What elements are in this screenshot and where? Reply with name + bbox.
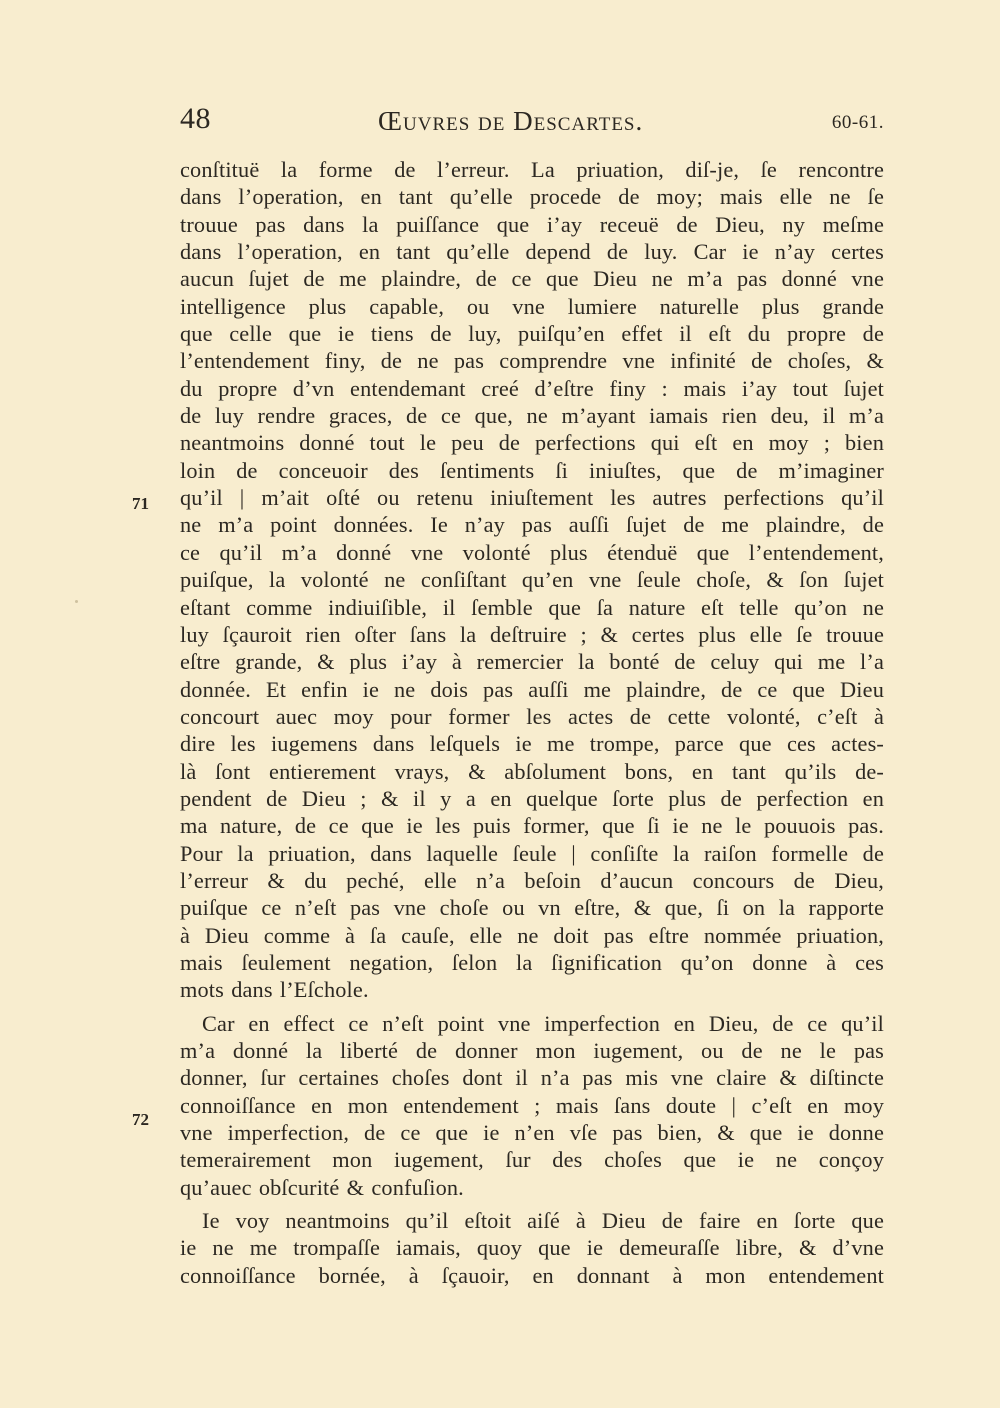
page-header — [180, 102, 884, 142]
text-line: dire les iugemens dans leſquels ie me trompe, parce que ces actes- — [180, 731, 884, 757]
text-line: intelligence plus capable, ou vne lumiere naturelle plus grande — [180, 293, 884, 319]
text-line: donnée. Et enfin ie ne dois pas auſſi me plaindre, de ce que Dieu — [180, 676, 884, 702]
text-line: donner, ſur certaines choſes dont il n’a pas mis vne claire & diſtincte — [180, 1065, 884, 1091]
text-line: mais ſeulement negation, ſelon la ſignification qu’on donne à ces — [180, 949, 884, 975]
text-line: là ſont entierement vrays, & abſolument bons, en tant qu’ils de- — [180, 758, 884, 784]
text-line: ne m’a point données. Ie n’ay pas auſſi ſujet de me plaindre, de — [180, 512, 884, 538]
paragraph — [180, 1010, 884, 1201]
text-line: concourt auec moy pour former les actes de cette volonté, c’eſt à — [180, 703, 884, 729]
paragraph — [180, 156, 884, 1004]
text-line: trouue pas dans la puiſſance que i’ay receuë de Dieu, ny meſme — [180, 211, 884, 237]
text-line: eſtre grande, & plus i’ay à remercier la bonté de celuy qui me l’a — [180, 649, 884, 675]
page-number: 48 — [180, 102, 211, 135]
text-line: aucun ſujet de me plaindre, de ce que Dieu ne m’a pas donné vne — [180, 266, 884, 292]
text-line: connoiſſance en mon entendement ; mais ſans doute | c’eſt en moy — [180, 1092, 884, 1118]
text-line: temerairement mon iugement, ſur des choſes que ie ne conçoy — [180, 1147, 884, 1173]
text-line: ce qu’il m’a donné vne volonté plus étenduë que l’entendement, — [180, 539, 884, 565]
paragraph — [180, 1207, 884, 1289]
text-line: puiſque ce n’eſt pas vne choſe ou vn eſtre, & que, ſi on la rapporte — [180, 895, 884, 921]
page-reference: 60-61. — [831, 112, 884, 133]
text-line: connoiſſance bornée, à ſçauoir, en donnant à mon entendement — [180, 1262, 884, 1288]
text-line: ie ne me trompaſſe iamais, quoy que ie demeuraſſe libre, & d’vne — [180, 1235, 884, 1261]
text-line: mots dans l’Eſchole. — [180, 977, 369, 1003]
text-line: de luy rendre graces, de ce que, ne m’ayant iamais rien deu, il m’a — [180, 403, 884, 429]
text-line: puiſque, la volonté ne conſiſtant qu’en vne ſeule choſe, & ſon ſujet — [180, 567, 884, 593]
text-line: qu’il | m’ait oſté ou retenu iniuſtement les autres perfections qu’il — [180, 485, 884, 511]
text-line: Ie voy neantmoins qu’il eſtoit aiſé à Dieu de faire en ſorte que — [202, 1208, 884, 1234]
text-line: neantmoins donné tout le peu de perfections qui eſt en moy ; bien — [180, 430, 884, 456]
text-line: conſtituë la forme de l’erreur. La priuation, diſ-je, ſe rencontre — [180, 157, 884, 182]
paper-speck — [75, 600, 78, 603]
margin-number: 72 — [132, 1110, 149, 1129]
text-line: eſtant comme indiuiſible, il ſemble que ſa nature eſt telle qu’on ne — [180, 594, 884, 620]
text-line: Car en effect ce n’eſt point vne imperfection en Dieu, de ce qu’il — [202, 1010, 884, 1036]
text-line: m’a donné la liberté de donner mon iugement, ou de ne le pas — [180, 1038, 884, 1063]
margin-number: 71 — [132, 494, 149, 513]
text-line: Pour la priuation, dans laquelle ſeule | conſiſte la raiſon formelle de — [180, 840, 884, 866]
text-line: qu’auec obſcurité & confuſion. — [180, 1174, 464, 1200]
text-line: dans l’operation, en tant qu’elle procede de moy; mais elle ne ſe — [180, 184, 884, 210]
text-line: ma nature, de ce que ie les puis former, que ſi ie ne le pouuois pas. — [180, 813, 884, 839]
text-line: pendent de Dieu ; & il y a en quelque ſorte plus de perfection en — [180, 785, 884, 811]
body-text — [180, 156, 884, 1289]
text-line: luy ſçauroit rien oſter ſans la deſtruire ; & certes plus elle ſe trouue — [180, 621, 884, 647]
text-line: du propre d’vn entendemant creé d’eſtre finy : mais i’ay tout ſujet — [180, 375, 884, 401]
text-line: que celle que ie tiens de luy, puiſqu’en effet il eſt du propre de — [180, 321, 884, 347]
text-line: l’entendement finy, de ne pas comprendre vne infinité de choſes, & — [180, 348, 884, 374]
running-title: Œuvres de Descartes. — [378, 106, 644, 136]
text-line: vne imperfection, de ce que ie n’en vſe pas bien, & que ie donne — [180, 1120, 884, 1146]
text-line: loin de conceuoir des ſentiments ſi iniuſtes, que de m’imaginer — [180, 457, 884, 483]
text-line: à Dieu comme à ſa cauſe, elle ne doit pas eſtre nommée priuation, — [180, 922, 884, 948]
text-line: l’erreur & du peché, elle n’a beſoin d’aucun concours de Dieu, — [180, 867, 884, 893]
text-line: dans l’operation, en tant qu’elle depend de luy. Car ie n’ay certes — [180, 239, 884, 265]
